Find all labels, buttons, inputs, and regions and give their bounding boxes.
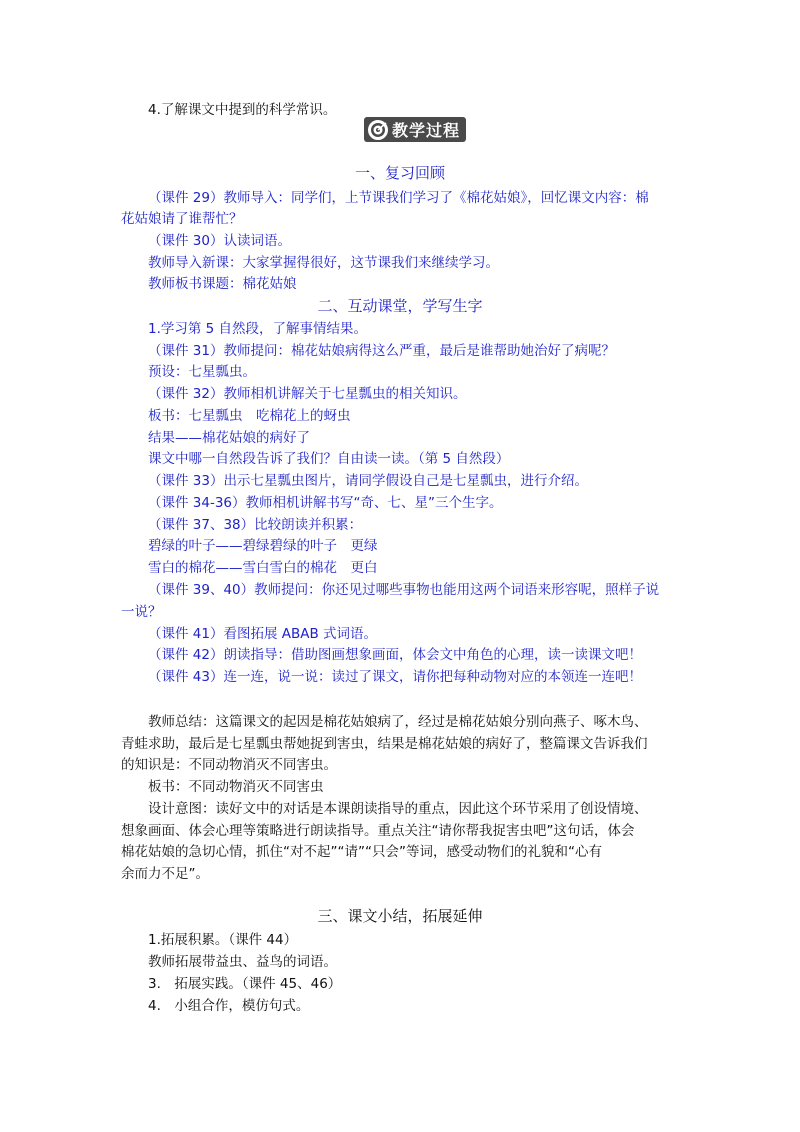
objective-item-4: 4.了解课文中提到的科学常识。 [148,102,337,118]
section-2-line: （课件 31）教师提问：棉花姑娘病得这么严重，最后是谁帮助她治好了病呢？ [148,343,615,359]
section-2-line: （课件 43）连一连，说一说：读过了课文，请你把每种动物对应的本领连一连吧！ [148,669,642,685]
section-2-line: 一说？ [121,604,162,620]
section-2-line: 1.学习第 5 自然段，了解事情结果。 [148,321,368,337]
section-2-line: （课件 37、38）比较朗读并积累： [148,517,363,533]
section-3-line: 1.拓展积累。（课件 44） [148,932,298,948]
section-2-line: 碧绿的叶子——碧绿碧绿的叶子 更绿 [148,538,378,554]
section-1-line: （课件 30）认读词语。 [148,233,291,249]
section-2-line: （课件 42）朗读指导：借助图画想象画面，体会文中角色的心理，读一读课文吧！ [148,647,642,663]
section-2-line: （课件 32）教师相机讲解关于七星瓢虫的相关知识。 [148,386,467,402]
section-2-line: （课件 33）出示七星瓢虫图片，请同学假设自己是七星瓢虫，进行介绍。 [148,473,588,489]
section-2-heading: 二、互动课堂，学写生字 [317,297,483,315]
target-icon [367,119,389,141]
section-1-line: 花姑娘请了谁帮忙？ [121,211,243,227]
section-1-line: 教师导入新课：大家掌握得很好，这节课我们来继续学习。 [148,255,499,271]
section-1-heading: 一、复习回顾 [354,164,445,182]
design-intent-line: 想象画面、体会心理等策略进行朗读指导。重点关注“请你帮我捉害虫吧”这句话，体会 [121,823,635,839]
section-2-line: （课件 34-36）教师相机讲解书写“奇、七、星”三个生字。 [148,495,503,511]
section-3-line: 3. 拓展实践。（课件 45、46） [148,976,342,992]
summary-line: 板书：不同动物消灭不同害虫 [148,779,324,795]
section-2-line: 结果——棉花姑娘的病好了 [148,430,310,446]
design-intent-line: 余而力不足”。 [121,866,209,882]
section-3-line: 教师拓展带益虫、益鸟的词语。 [148,954,337,970]
section-2-line: （课件 41）看图拓展 ABAB 式词语。 [148,626,378,642]
section-2-line: 预设：七星瓢虫。 [148,364,256,380]
section-2-line: 课文中哪一自然段告诉了我们？自由读一读。（第 5 自然段） [148,451,510,467]
section-2-line: （课件 39、40）教师提问：你还见过哪些事物也能用这两个词语来形容呢，照样子说 [148,582,660,598]
design-intent-line: 设计意图：读好文中的对话是本课朗读指导的重点，因此这个环节采用了创设情境、 [148,801,648,817]
summary-line: 青蛙求助，最后是七星瓢虫帮她捉到害虫，结果是棉花姑娘的病好了，整篇课文告诉我们 [121,736,648,752]
section-1-line: （课件 29）教师导入：同学们，上节课我们学习了《棉花姑娘》，回忆课文内容：棉 [148,190,649,206]
summary-line: 教师总结：这篇课文的起因是棉花姑娘病了，经过是棉花姑娘分别向燕子、啄木鸟、 [148,714,648,730]
section-2-line: 雪白的棉花——雪白雪白的棉花 更白 [148,560,378,576]
section-badge [364,117,466,142]
summary-line: 的知识是：不同动物消灭不同害虫。 [121,757,337,773]
design-intent-line: 棉花姑娘的急切心情，抓住“对不起”“请”“只会”等词，感受动物们的礼貌和“心有 [121,844,602,860]
section-2-line: 板书：七星瓢虫 吃棉花上的蚜虫 [148,408,351,424]
section-3-line: 4. 小组合作，模仿句式。 [148,998,310,1014]
section-1-line: 教师板书课题：棉花姑娘 [148,276,297,292]
badge-label: 教学过程 [392,121,461,140]
section-3-heading: 三、课文小结，拓展延伸 [317,907,483,925]
